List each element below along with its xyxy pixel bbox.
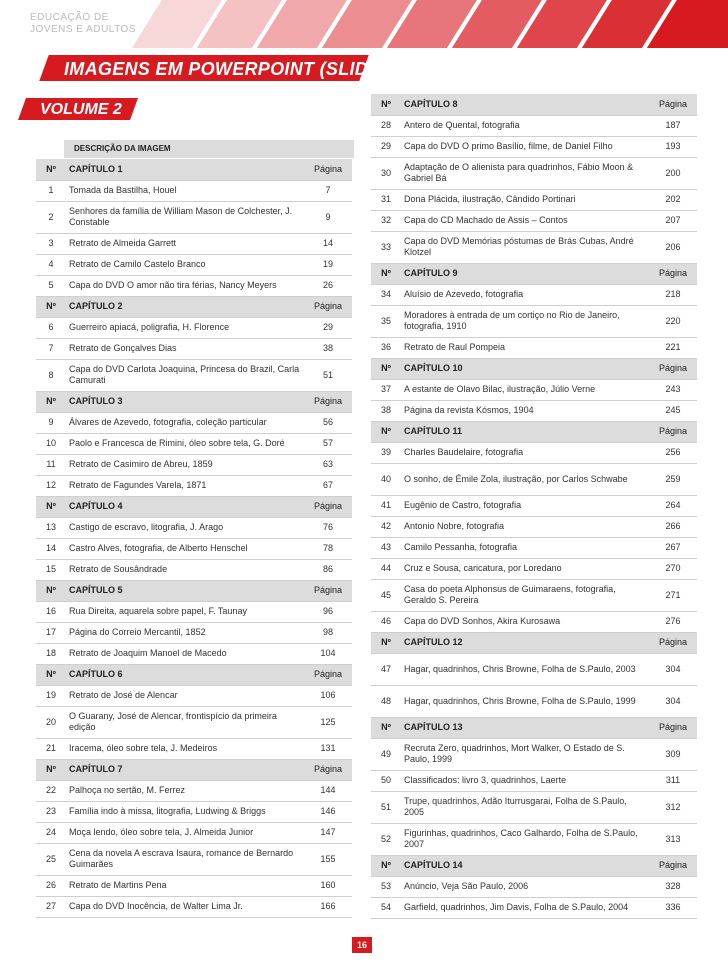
row-page: 207	[649, 210, 697, 231]
row-description: Tomada da Bastilha, Houel	[66, 180, 304, 201]
row-page: Página	[304, 296, 352, 317]
row-page: 313	[649, 823, 697, 855]
table-row	[371, 284, 697, 305]
row-page: 78	[304, 538, 352, 559]
row-number: 36	[371, 337, 401, 358]
row-page: Página	[304, 159, 352, 180]
row-number: 23	[36, 801, 66, 822]
row-page: 106	[304, 685, 352, 706]
row-number: 47	[371, 653, 401, 685]
chapter-header-row	[371, 632, 697, 653]
row-page: Página	[304, 391, 352, 412]
row-description: O sonho, de Émile Zola, ilustração, por Carlos Schwabe	[401, 463, 649, 495]
row-description: Retrato de Camilo Castelo Branco	[66, 254, 304, 275]
row-number: 53	[371, 876, 401, 897]
row-description: Capa do DVD O primo Basílio, filme, de Daniel Filho	[401, 136, 649, 157]
row-description: Capa do DVD Sonhos, Akira Kurosawa	[401, 611, 649, 632]
row-number: 22	[36, 780, 66, 801]
row-page: 220	[649, 305, 697, 337]
row-description: Anúncio, Veja São Paulo, 2006	[401, 876, 649, 897]
chapter-header-row	[371, 717, 697, 738]
row-description: CAPÍTULO 9	[401, 263, 649, 284]
row-number: 39	[371, 442, 401, 463]
row-number: Nº	[36, 759, 66, 780]
row-page: 67	[304, 475, 352, 496]
table-row	[371, 653, 697, 685]
table-row	[36, 738, 352, 759]
table-row	[36, 338, 352, 359]
table-row	[36, 412, 352, 433]
row-description: Capa do DVD Inocência, de Walter Lima Jr.	[66, 896, 304, 917]
table-row	[36, 622, 352, 643]
row-description: CAPÍTULO 1	[66, 159, 304, 180]
row-page: 155	[304, 843, 352, 875]
row-page: 328	[649, 876, 697, 897]
row-number: Nº	[36, 496, 66, 517]
table-row	[36, 359, 352, 391]
row-page: Página	[649, 94, 697, 115]
row-page: 7	[304, 180, 352, 201]
table-row	[36, 896, 352, 917]
table-row	[371, 400, 697, 421]
row-description: Capa do CD Machado de Assis – Contos	[401, 210, 649, 231]
row-page: 38	[304, 338, 352, 359]
row-description: Figurinhas, quadrinhos, Caco Galhardo, Folha de S.Paulo, 2007	[401, 823, 649, 855]
row-page: 218	[649, 284, 697, 305]
table-row	[371, 897, 697, 918]
row-number: 29	[371, 136, 401, 157]
row-page: 245	[649, 400, 697, 421]
table-row	[371, 516, 697, 537]
row-description: Capa do DVD Memórias póstumas de Brás Cubas, André Klotzel	[401, 231, 649, 263]
row-number: 21	[36, 738, 66, 759]
row-page: 270	[649, 558, 697, 579]
row-page: Página	[304, 664, 352, 685]
row-page: 276	[649, 611, 697, 632]
row-number: 15	[36, 559, 66, 580]
row-description: Retrato de Joaquim Manoel de Macedo	[66, 643, 304, 664]
row-description: Retrato de Raul Pompeia	[401, 337, 649, 358]
row-description: Moradores à entrada de um cortiço no Rio de Janeiro, fotografia, 1910	[401, 305, 649, 337]
row-page: 200	[649, 157, 697, 189]
row-page: 312	[649, 791, 697, 823]
row-number: 33	[371, 231, 401, 263]
row-number: 19	[36, 685, 66, 706]
row-page: 26	[304, 275, 352, 296]
table-row	[36, 706, 352, 738]
row-description: Hagar, quadrinhos, Chris Browne, Folha de S.Paulo, 1999	[401, 685, 649, 717]
row-number: 54	[371, 897, 401, 918]
chapter-header-row	[371, 94, 697, 115]
row-number: Nº	[371, 94, 401, 115]
row-description: Moça lendo, óleo sobre tela, J. Almeida Junior	[66, 822, 304, 843]
table-row	[36, 780, 352, 801]
table-row	[36, 275, 352, 296]
table-row	[371, 136, 697, 157]
table-row	[36, 201, 352, 233]
table-row	[36, 685, 352, 706]
row-description: Castro Alves, fotografia, de Alberto Henschel	[66, 538, 304, 559]
row-page: 19	[304, 254, 352, 275]
row-page: 266	[649, 516, 697, 537]
table-row	[36, 433, 352, 454]
row-number: 14	[36, 538, 66, 559]
row-description: CAPÍTULO 8	[401, 94, 649, 115]
row-description: Cruz e Sousa, caricatura, por Loredano	[401, 558, 649, 579]
row-description: Casa do poeta Alphonsus de Guimaraens, fotografia, Geraldo S. Pereira	[401, 579, 649, 611]
table-row	[36, 517, 352, 538]
table-row	[36, 601, 352, 622]
row-number: 25	[36, 843, 66, 875]
row-page: Página	[649, 632, 697, 653]
row-page: 304	[649, 685, 697, 717]
row-description: Paolo e Francesca de Rimini, óleo sobre tela, G. Doré	[66, 433, 304, 454]
row-number: 7	[36, 338, 66, 359]
row-number: 1	[36, 180, 66, 201]
row-page: 29	[304, 317, 352, 338]
row-description: Senhores da família de William Mason de Colchester, J. Constable	[66, 201, 304, 233]
table-row	[371, 791, 697, 823]
table-row	[371, 495, 697, 516]
row-description: Charles Baudelaire, fotografia	[401, 442, 649, 463]
chapter-header-row	[371, 421, 697, 442]
row-page: 336	[649, 897, 697, 918]
row-page: 221	[649, 337, 697, 358]
table-row	[371, 337, 697, 358]
row-description: Camilo Pessanha, fotografia	[401, 537, 649, 558]
row-description: CAPÍTULO 10	[401, 358, 649, 379]
table-row	[36, 801, 352, 822]
table-row	[371, 685, 697, 717]
table-row	[36, 317, 352, 338]
table-row	[371, 463, 697, 495]
row-description: Retrato de Sousândrade	[66, 559, 304, 580]
row-description: Castigo de escravo, litografia, J. Arago	[66, 517, 304, 538]
row-page: 56	[304, 412, 352, 433]
row-page: Página	[304, 496, 352, 517]
row-page: Página	[304, 580, 352, 601]
row-page: 256	[649, 442, 697, 463]
row-description: Adaptação de O alienista para quadrinhos, Fábio Moon & Gabriel Bá	[401, 157, 649, 189]
row-description: Garfield, quadrinhos, Jim Davis, Folha de S.Paulo, 2004	[401, 897, 649, 918]
row-number: 40	[371, 463, 401, 495]
row-description: Hagar, quadrinhos, Chris Browne, Folha de S.Paulo, 2003	[401, 653, 649, 685]
chapter-header-row	[371, 358, 697, 379]
row-page: 96	[304, 601, 352, 622]
row-number: Nº	[36, 664, 66, 685]
row-description: Retrato de Martins Pena	[66, 875, 304, 896]
row-number: Nº	[36, 580, 66, 601]
chapter-header-row	[36, 296, 352, 317]
left-image-table	[36, 159, 352, 918]
table-row	[371, 611, 697, 632]
row-number: Nº	[371, 855, 401, 876]
row-description: Álvares de Azevedo, fotografia, coleção particular	[66, 412, 304, 433]
row-description: Eugênio de Castro, fotografia	[401, 495, 649, 516]
row-page: 193	[649, 136, 697, 157]
table-row	[36, 180, 352, 201]
table-row	[371, 231, 697, 263]
row-number: 9	[36, 412, 66, 433]
row-description: CAPÍTULO 4	[66, 496, 304, 517]
page-title: IMAGENS EM POWERPOINT (SLIDES)	[64, 59, 400, 79]
description-header: DESCRIÇÃO DA IMAGEM	[64, 140, 354, 158]
row-number: 27	[36, 896, 66, 917]
table-row	[371, 537, 697, 558]
row-description: Retrato de Almeida Garrett	[66, 233, 304, 254]
row-description: Rua Direita, aquarela sobre papel, F. Taunay	[66, 601, 304, 622]
row-number: 44	[371, 558, 401, 579]
row-number: 42	[371, 516, 401, 537]
row-description: Retrato de Fagundes Varela, 1871	[66, 475, 304, 496]
row-description: Retrato de Gonçalves Dias	[66, 338, 304, 359]
row-number: 8	[36, 359, 66, 391]
table-row	[36, 875, 352, 896]
chapter-header-row	[371, 263, 697, 284]
table-row	[371, 379, 697, 400]
row-description: A estante de Olavo Bilac, ilustração, Júlio Verne	[401, 379, 649, 400]
row-page: 202	[649, 189, 697, 210]
right-image-table	[371, 94, 697, 919]
row-number: 11	[36, 454, 66, 475]
table-row	[371, 823, 697, 855]
row-number: 49	[371, 738, 401, 770]
table-row	[36, 454, 352, 475]
row-description: Página do Correio Mercantil, 1852	[66, 622, 304, 643]
row-number: 10	[36, 433, 66, 454]
row-number: 2	[36, 201, 66, 233]
row-number: 32	[371, 210, 401, 231]
row-number: 35	[371, 305, 401, 337]
row-number: 51	[371, 791, 401, 823]
table-row	[371, 579, 697, 611]
row-description: CAPÍTULO 7	[66, 759, 304, 780]
row-description: Retrato de Casimiro de Abreu, 1859	[66, 454, 304, 475]
chapter-header-row	[36, 580, 352, 601]
row-page: 76	[304, 517, 352, 538]
row-description: Iracema, óleo sobre tela, J. Medeiros	[66, 738, 304, 759]
row-number: 52	[371, 823, 401, 855]
table-row	[36, 538, 352, 559]
row-number: 34	[371, 284, 401, 305]
row-description: Antonio Nobre, fotografia	[401, 516, 649, 537]
table-row	[371, 558, 697, 579]
row-page: 187	[649, 115, 697, 136]
page-number: 16	[352, 937, 372, 953]
row-page: 304	[649, 653, 697, 685]
table-row	[36, 559, 352, 580]
row-number: 13	[36, 517, 66, 538]
row-description: Cena da novela A escrava Isaura, romance de Bernardo Guimarães	[66, 843, 304, 875]
row-description: CAPÍTULO 5	[66, 580, 304, 601]
row-page: Página	[649, 421, 697, 442]
row-number: 43	[371, 537, 401, 558]
row-description: Classificados: livro 3, quadrinhos, Laerte	[401, 770, 649, 791]
row-number: 45	[371, 579, 401, 611]
row-number: 37	[371, 379, 401, 400]
row-description: Capa do DVD Carlota Joaquina, Princesa do Brazil, Carla Camurati	[66, 359, 304, 391]
chapter-header-row	[371, 855, 697, 876]
row-number: 20	[36, 706, 66, 738]
row-number: Nº	[371, 632, 401, 653]
row-number: Nº	[371, 358, 401, 379]
row-page: 131	[304, 738, 352, 759]
row-description: CAPÍTULO 11	[401, 421, 649, 442]
row-page: 259	[649, 463, 697, 495]
chapter-header-row	[36, 391, 352, 412]
row-description: CAPÍTULO 13	[401, 717, 649, 738]
row-description: Capa do DVD O amor não tira férias, Nancy Meyers	[66, 275, 304, 296]
table-row	[371, 876, 697, 897]
row-description: CAPÍTULO 2	[66, 296, 304, 317]
row-number: 28	[371, 115, 401, 136]
row-page: Página	[304, 759, 352, 780]
brand-line-2: JOVENS E ADULTOS	[30, 24, 136, 35]
row-description: Trupe, quadrinhos, Adão Iturrusgarai, Folha de S.Paulo, 2005	[401, 791, 649, 823]
row-description: Família indo à missa, litografia, Ludwing & Briggs	[66, 801, 304, 822]
volume-label: VOLUME 2	[40, 101, 122, 118]
row-number: 5	[36, 275, 66, 296]
row-number: 48	[371, 685, 401, 717]
table-row	[36, 475, 352, 496]
row-number: 46	[371, 611, 401, 632]
row-number: Nº	[36, 391, 66, 412]
row-page: 264	[649, 495, 697, 516]
row-page: 86	[304, 559, 352, 580]
table-row	[371, 738, 697, 770]
row-number: 31	[371, 189, 401, 210]
row-number: 18	[36, 643, 66, 664]
row-number: 50	[371, 770, 401, 791]
row-page: 267	[649, 537, 697, 558]
row-description: CAPÍTULO 3	[66, 391, 304, 412]
brand-line-1: EDUCAÇÃO DE	[30, 12, 109, 23]
row-number: Nº	[371, 263, 401, 284]
row-number: 30	[371, 157, 401, 189]
row-page: Página	[649, 263, 697, 284]
row-page: 144	[304, 780, 352, 801]
row-description: Dona Plácida, ilustração, Cândido Portinari	[401, 189, 649, 210]
row-page: 57	[304, 433, 352, 454]
row-number: 24	[36, 822, 66, 843]
chapter-header-row	[36, 496, 352, 517]
row-description: CAPÍTULO 12	[401, 632, 649, 653]
table-row	[36, 822, 352, 843]
row-page: 166	[304, 896, 352, 917]
chapter-header-row	[36, 159, 352, 180]
chapter-header-row	[36, 759, 352, 780]
row-page: 104	[304, 643, 352, 664]
table-row	[36, 233, 352, 254]
row-page: 51	[304, 359, 352, 391]
row-description: Palhoça no sertão, M. Ferrez	[66, 780, 304, 801]
row-number: 17	[36, 622, 66, 643]
brand-label	[30, 12, 136, 36]
row-page: 9	[304, 201, 352, 233]
table-row	[371, 157, 697, 189]
row-number: 3	[36, 233, 66, 254]
row-page: 243	[649, 379, 697, 400]
row-page: 311	[649, 770, 697, 791]
row-number: 4	[36, 254, 66, 275]
row-number: 38	[371, 400, 401, 421]
table-row	[371, 115, 697, 136]
row-page: 206	[649, 231, 697, 263]
row-number: 6	[36, 317, 66, 338]
row-description: Aluísio de Azevedo, fotografia	[401, 284, 649, 305]
row-number: 12	[36, 475, 66, 496]
row-description: O Guarany, José de Alencar, frontispício da primeira edição	[66, 706, 304, 738]
table-row	[371, 770, 697, 791]
row-number: Nº	[36, 296, 66, 317]
row-page: 63	[304, 454, 352, 475]
row-description: CAPÍTULO 14	[401, 855, 649, 876]
row-page: 160	[304, 875, 352, 896]
table-row	[36, 843, 352, 875]
row-description: Página da revista Kósmos, 1904	[401, 400, 649, 421]
row-page: Página	[649, 717, 697, 738]
row-description: CAPÍTULO 6	[66, 664, 304, 685]
row-number: Nº	[371, 717, 401, 738]
row-description: Retrato de José de Alencar	[66, 685, 304, 706]
row-page: 309	[649, 738, 697, 770]
row-description: Guerreiro apiacá, poligrafia, H. Florence	[66, 317, 304, 338]
table-row	[371, 210, 697, 231]
row-number: Nº	[371, 421, 401, 442]
chapter-header-row	[36, 664, 352, 685]
row-description: Antero de Quental, fotografia	[401, 115, 649, 136]
row-page: 271	[649, 579, 697, 611]
row-page: 125	[304, 706, 352, 738]
row-number: Nº	[36, 159, 66, 180]
row-number: 26	[36, 875, 66, 896]
row-page: 146	[304, 801, 352, 822]
row-page: Página	[649, 855, 697, 876]
row-number: 41	[371, 495, 401, 516]
row-page: 147	[304, 822, 352, 843]
row-page: 14	[304, 233, 352, 254]
table-row	[371, 189, 697, 210]
table-row	[371, 305, 697, 337]
table-row	[36, 254, 352, 275]
row-number: 16	[36, 601, 66, 622]
table-row	[371, 442, 697, 463]
row-description: Recruta Zero, quadrinhos, Mort Walker, O Estado de S. Paulo, 1999	[401, 738, 649, 770]
row-page: 98	[304, 622, 352, 643]
table-row	[36, 643, 352, 664]
row-page: Página	[649, 358, 697, 379]
